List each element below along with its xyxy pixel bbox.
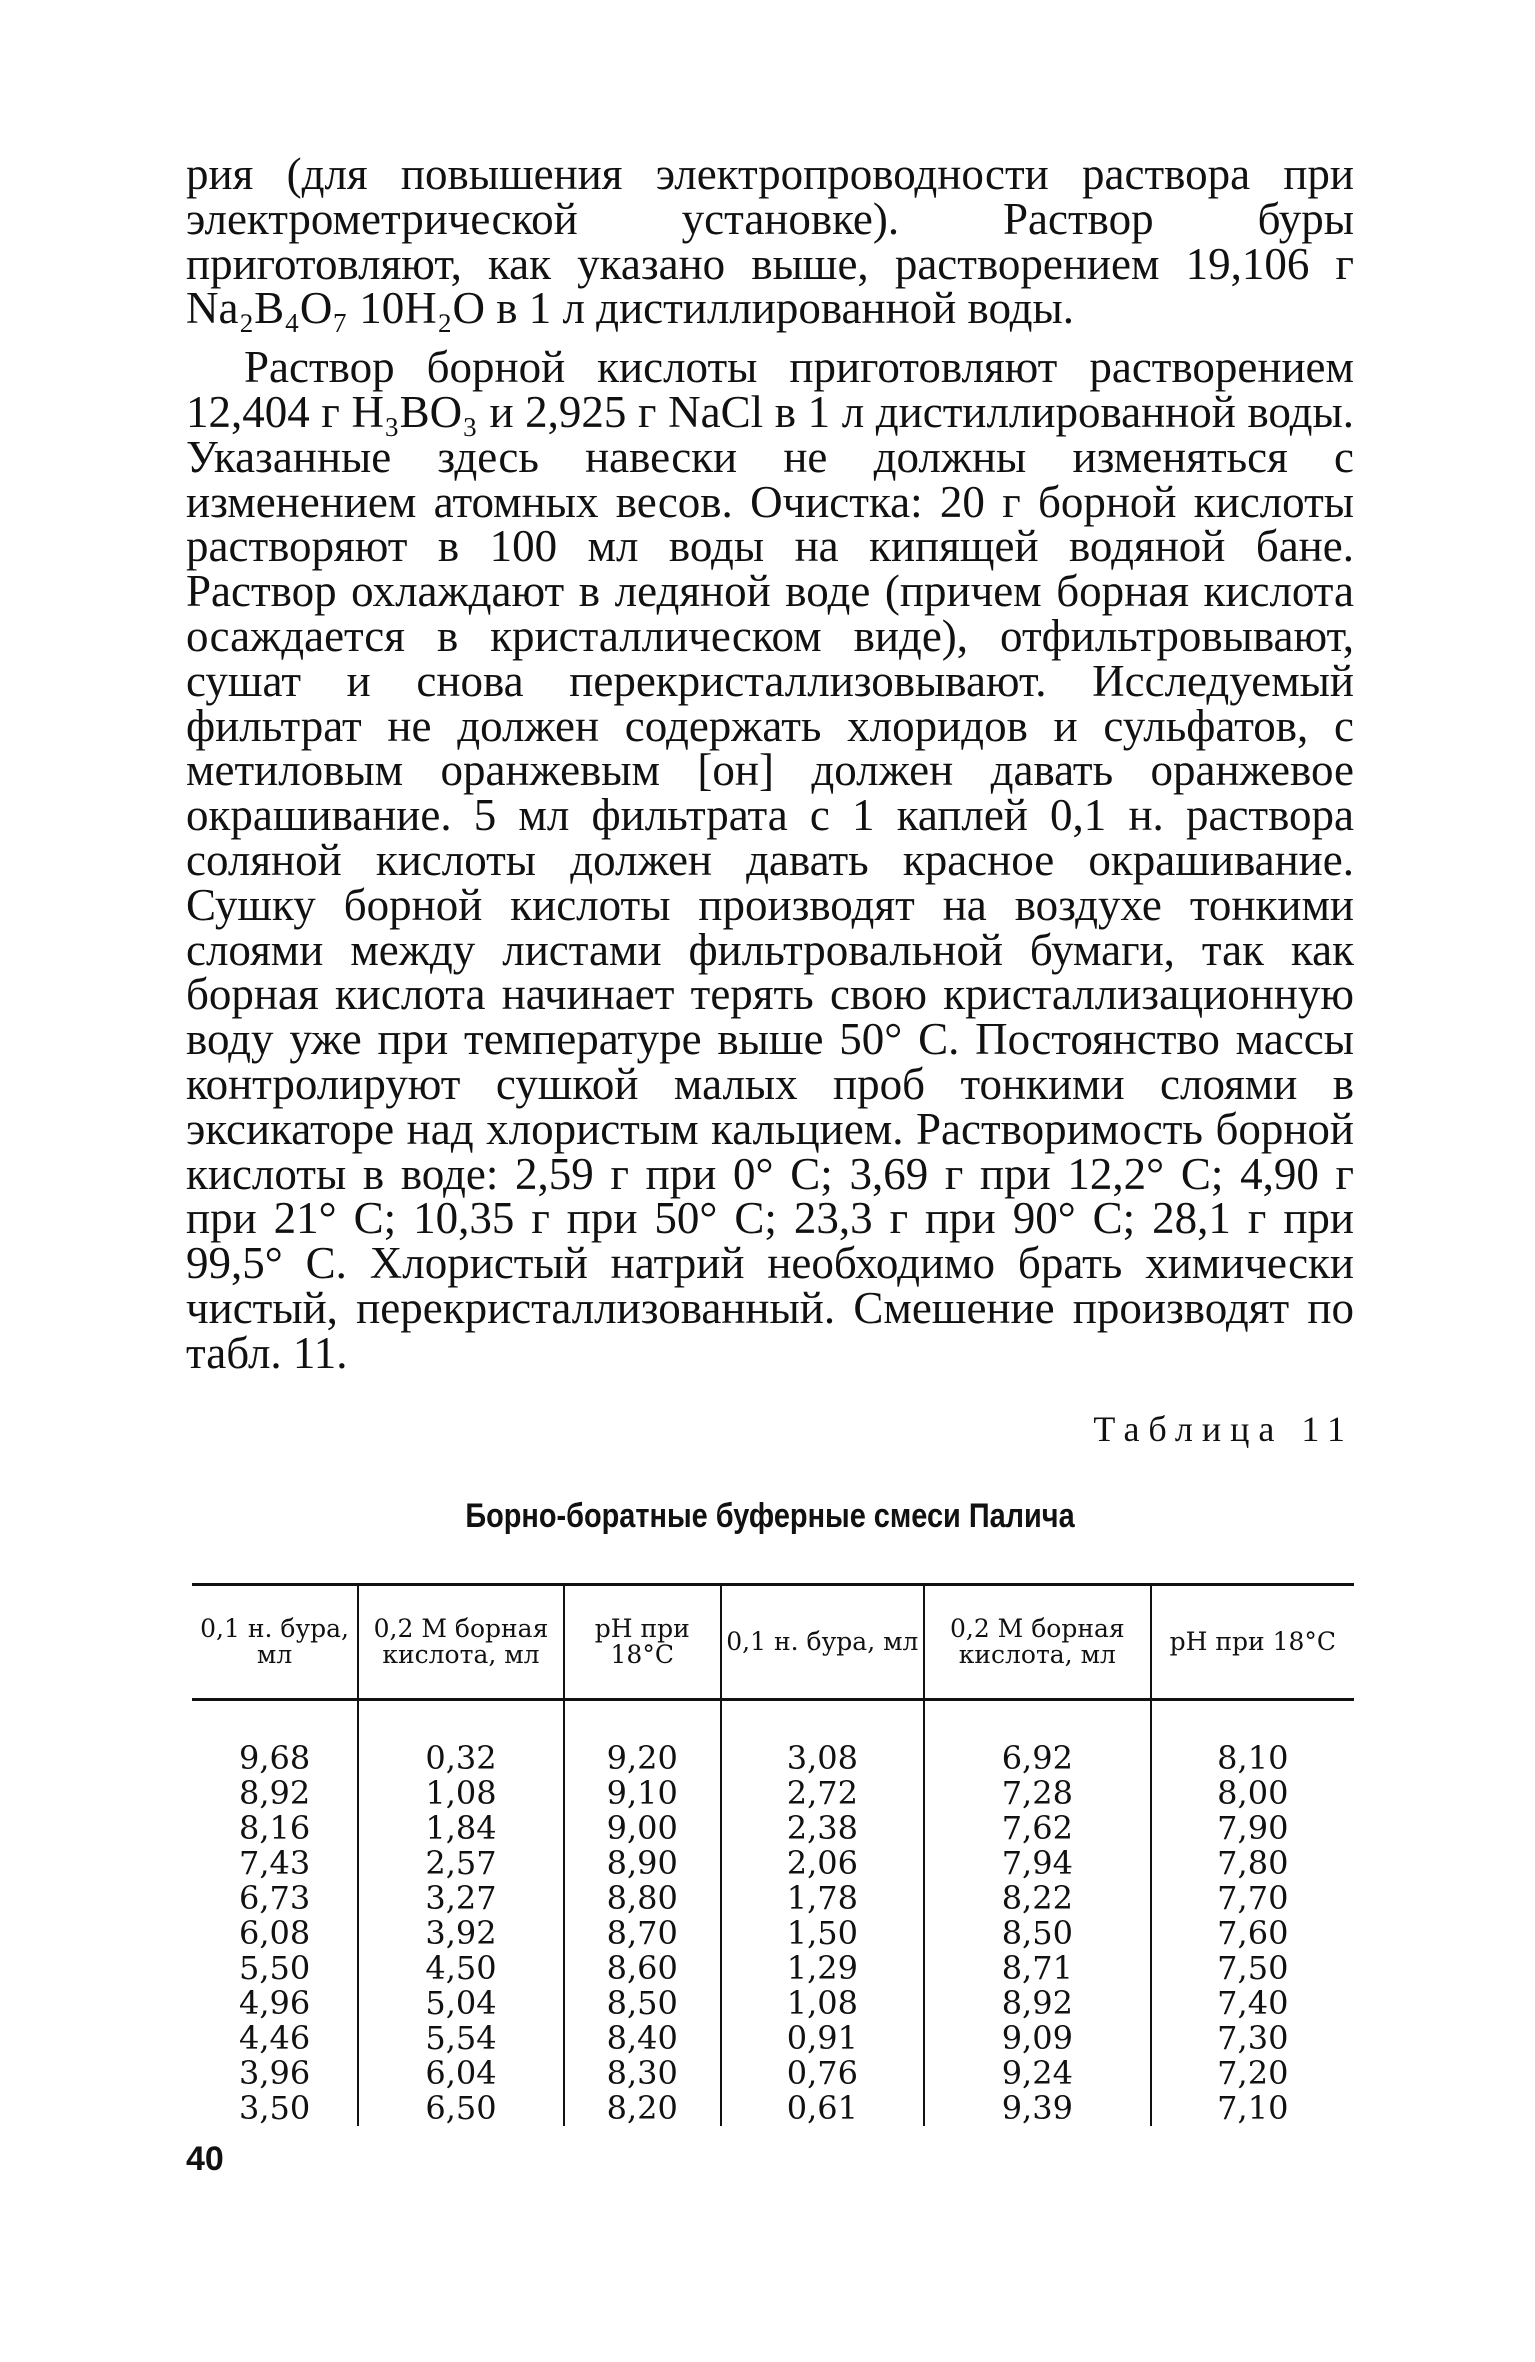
paragraph-boric-acid-solution: Раствор борной кислоты приготовляют растворением 12,404 г H₃BO₃ и 2,925 г NaCl в 1 л дистиллированной воды. Указанные здесь навески не должны изменяться с изменением атомных весов. Очистка: 20 г борной кислоты растворяют в 100 мл воды на кипящей водяной бане. Раствор охлаждают в ледяной воде (причем борная кислота осаждается в кристаллическом виде), отфильтровывают, сушат и снова перекристаллизовывают. Исследуемый фильтрат не должен содержать хлоридов и сульфатов, с метиловым оранжевым [он] должен давать оранжевое окрашивание. 5 мл фильтрата с 1 каплей 0,1 н. раствора соляной кислоты должен давать красное окрашивание. Сушку борной кислоты производят на воздухе тонкими слоями между листами фильтровальной бумаги, так как борная кислота начинает терять свою кристаллизационную воду уже при температуре выше 50° С. Постоянство массы контролируют сушкой малых проб тонкими слоями в эксикаторе над хлористым кальцием. Растворимость борной кислоты в воде: 2,59 г при 0° С; 3,69 г при 12,2° С; 4,90 г при 21° С; 10,35 г при 50° С; 23,3 г при 90° С; 28,1 г при 99,5° С. Хлористый натрий необходимо брать химически чистый, перекристаллизованный. Смешение производят по табл. 11. [186,342,1354,1378]
col-boric-acid-values-2: 6,92 7,28 7,62 7,94 8,22 8,50 8,71 8,92 9,09 9,24 9,39 [924,1700,1151,2127]
page-number: 40 [186,2140,224,2178]
table-body-row [192,1700,1354,2127]
col-header-boric-acid-ml-2: 0,2 М борная кислота, мл [924,1585,1151,1700]
table-label: Таблица 11 [1093,1409,1354,1449]
col-ph-values: 9,20 9,10 9,00 8,90 8,80 8,70 8,60 8,50 8,40 8,30 8,20 [564,1700,721,2127]
col-header-ph: pH при 18°С [564,1585,721,1700]
table-title: Борно-боратные буферные смеси Палича [465,1497,1075,1535]
col-header-ph-2: pH при 18°С [1151,1585,1354,1700]
col-boric-acid-values: 0,32 1,08 1,84 2,57 3,27 3,92 4,50 5,04 5,54 6,04 6,50 [358,1700,564,2127]
col-borax-values-2: 3,08 2,72 2,38 2,06 1,78 1,50 1,29 1,08 0,91 0,76 0,61 [721,1700,924,2127]
paragraph-continued: рия (для повышения электропроводности раствора при электрометрической установке). Раствор буры приготовляют, как указано выше, растворением 19,106 г Na₂B₄O₇ 10H₂O в 1 л дистиллированной воды. [186,149,1354,334]
col-header-borax-ml: 0,1 н. бура, мл [192,1585,358,1700]
table-header-row [192,1585,1354,1700]
buffer-table [192,1583,1354,2126]
col-header-boric-acid-ml: 0,2 М борная кислота, мл [358,1585,564,1700]
col-header-borax-ml-2: 0,1 н. бура, мл [721,1585,924,1700]
col-borax-values: 9,68 8,92 8,16 7,43 6,73 6,08 5,50 4,96 4,46 3,96 3,50 [238,1739,311,2127]
col-ph-values-2: 8,10 8,00 7,90 7,80 7,70 7,60 7,50 7,40 7,30 7,20 7,10 [1151,1700,1354,2127]
body-text [186,149,1354,1378]
